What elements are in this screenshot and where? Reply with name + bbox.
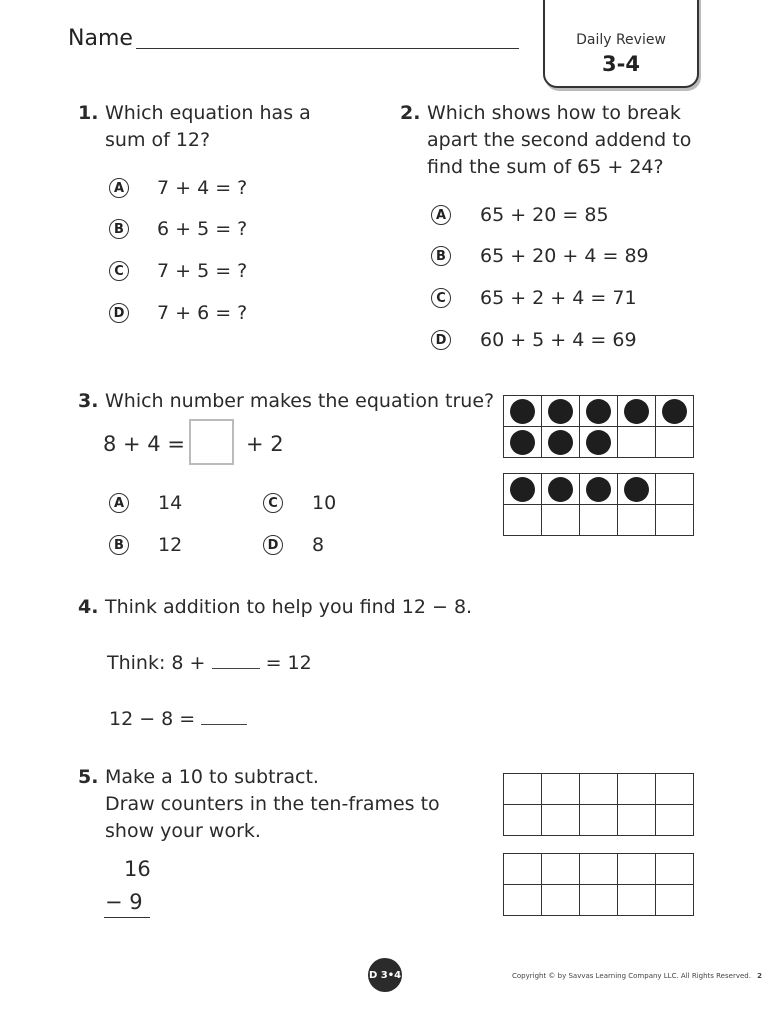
ten-frame-cell	[504, 396, 542, 427]
option-text: 14	[158, 492, 183, 514]
q5-prompt-line2: Draw counters in the ten-frames to	[105, 793, 440, 815]
q2-prompt	[427, 100, 691, 181]
ten-frame-cell	[618, 805, 656, 836]
counter-dot-icon	[624, 477, 649, 502]
q3-ten-frame-top	[503, 395, 694, 458]
ten-frame-cell	[542, 854, 580, 885]
q3-number: 3.	[78, 390, 99, 412]
option-text: 6 + 5 = ?	[157, 218, 248, 240]
answer-bubble-icon[interactable]: D	[431, 330, 451, 350]
counter-dot-icon	[586, 399, 611, 424]
q4-think-blank[interactable]	[212, 650, 260, 669]
answer-bubble-icon[interactable]: B	[109, 219, 129, 239]
q5-prompt-line1: Make a 10 to subtract.	[105, 766, 319, 788]
ten-frame-cell	[580, 505, 618, 536]
option-text: 65 + 20 + 4 = 89	[480, 245, 649, 267]
q2-prompt-line3: find the sum of 65 + 24?	[427, 156, 664, 178]
option-text: 8	[312, 534, 325, 556]
answer-bubble-icon[interactable]: C	[431, 288, 451, 308]
ten-frame-cell	[618, 505, 656, 536]
option-text: 60 + 5 + 4 = 69	[480, 329, 637, 351]
ten-frame-cell	[656, 505, 694, 536]
q4-answer-line	[109, 706, 247, 733]
answer-bubble-icon[interactable]: C	[109, 261, 129, 281]
ten-frame-cell	[580, 774, 618, 805]
option-text: 7 + 5 = ?	[157, 260, 248, 282]
q4-answer-blank[interactable]	[201, 706, 247, 725]
ten-frame-cell	[618, 396, 656, 427]
q3-prompt: Which number makes the equation true?	[105, 390, 495, 412]
name-label: Name	[68, 26, 133, 51]
option-text: 10	[312, 492, 337, 514]
q1-prompt	[105, 100, 311, 154]
ten-frame-cell	[542, 427, 580, 458]
page-badge-label: D 3•4	[368, 969, 402, 981]
answer-bubble-icon[interactable]: D	[263, 535, 283, 555]
answer-bubble-icon[interactable]: B	[109, 535, 129, 555]
q5-prompt	[105, 764, 440, 845]
answer-bubble-icon[interactable]: A	[109, 178, 129, 198]
q4-think-suffix: = 12	[265, 652, 312, 674]
q5-ten-frame-top[interactable]	[503, 773, 694, 836]
ten-frame-cell	[542, 805, 580, 836]
q3-answer-box[interactable]	[189, 419, 234, 465]
ten-frame-cell	[618, 854, 656, 885]
ten-frame-cell	[580, 885, 618, 916]
option-text: 12	[158, 534, 183, 556]
q5-subtrahend: − 9	[105, 890, 143, 914]
counter-dot-icon	[548, 430, 573, 455]
option-text: 7 + 4 = ?	[157, 177, 248, 199]
ten-frame-cell	[656, 774, 694, 805]
q5-number: 5.	[78, 766, 99, 788]
counter-dot-icon	[586, 430, 611, 455]
badge-number: 3-4	[602, 52, 640, 76]
answer-bubble-icon[interactable]: A	[109, 493, 129, 513]
ten-frame-cell	[656, 805, 694, 836]
q4-number: 4.	[78, 596, 99, 618]
q5-prompt-line3: show your work.	[105, 820, 261, 842]
q1-number: 1.	[78, 102, 99, 124]
q4-answer-prefix: 12 − 8 =	[109, 708, 196, 730]
option-text: 65 + 20 = 85	[480, 204, 609, 226]
copyright-text: Copyright © by Savvas Learning Company LLC. All Rights Reserved.	[512, 972, 751, 980]
q5-ten-frame-bottom[interactable]	[503, 853, 694, 916]
daily-review-badge	[543, 0, 699, 88]
q4-prompt: Think addition to help you find 12 − 8.	[105, 596, 473, 618]
ten-frame-cell	[656, 427, 694, 458]
counter-dot-icon	[510, 399, 535, 424]
page-number: 2	[757, 972, 763, 980]
ten-frame-cell	[580, 427, 618, 458]
ten-frame-cell	[618, 427, 656, 458]
counter-dot-icon	[624, 399, 649, 424]
q5-minuend: 16	[124, 857, 151, 881]
ten-frame-cell	[656, 854, 694, 885]
q2-prompt-line1: Which shows how to break	[427, 102, 681, 124]
ten-frame-cell	[618, 885, 656, 916]
ten-frame-cell	[504, 505, 542, 536]
ten-frame-cell	[542, 505, 580, 536]
ten-frame-cell	[542, 396, 580, 427]
option-text: 65 + 2 + 4 = 71	[480, 287, 637, 309]
counter-dot-icon	[510, 430, 535, 455]
copyright	[512, 972, 762, 980]
answer-bubble-icon[interactable]: C	[263, 493, 283, 513]
option-text: 7 + 6 = ?	[157, 302, 248, 324]
ten-frame-cell	[580, 854, 618, 885]
ten-frame-cell	[504, 474, 542, 505]
ten-frame-cell	[580, 474, 618, 505]
q1-prompt-line2: sum of 12?	[105, 129, 211, 151]
ten-frame-cell	[618, 474, 656, 505]
ten-frame-cell	[656, 474, 694, 505]
answer-bubble-icon[interactable]: D	[109, 303, 129, 323]
ten-frame-cell	[542, 774, 580, 805]
q5-answer-line[interactable]	[104, 917, 150, 918]
ten-frame-cell	[504, 774, 542, 805]
ten-frame-cell	[542, 885, 580, 916]
q3-equation-left: 8 + 4 =	[103, 432, 185, 456]
name-field[interactable]	[136, 48, 519, 49]
ten-frame-cell	[656, 885, 694, 916]
ten-frame-cell	[504, 885, 542, 916]
answer-bubble-icon[interactable]: B	[431, 246, 451, 266]
q4-think-prefix: Think: 8 +	[107, 652, 206, 674]
ten-frame-cell	[542, 474, 580, 505]
ten-frame-cell	[504, 805, 542, 836]
q1-prompt-line1: Which equation has a	[105, 102, 311, 124]
ten-frame-cell	[504, 854, 542, 885]
q2-prompt-line2: apart the second addend to	[427, 129, 692, 151]
answer-bubble-icon[interactable]: A	[431, 205, 451, 225]
counter-dot-icon	[510, 477, 535, 502]
q3-ten-frame-bottom	[503, 473, 694, 536]
ten-frame-cell	[504, 427, 542, 458]
q4-think-line	[107, 650, 312, 677]
counter-dot-icon	[548, 399, 573, 424]
ten-frame-cell	[580, 805, 618, 836]
q2-number: 2.	[400, 102, 421, 124]
counter-dot-icon	[548, 477, 573, 502]
counter-dot-icon	[586, 477, 611, 502]
counter-dot-icon	[662, 399, 687, 424]
ten-frame-cell	[618, 774, 656, 805]
q3-equation-right: + 2	[246, 432, 284, 456]
ten-frame-cell	[580, 396, 618, 427]
badge-title: Daily Review	[576, 32, 666, 48]
page-badge	[368, 958, 402, 992]
ten-frame-cell	[656, 396, 694, 427]
